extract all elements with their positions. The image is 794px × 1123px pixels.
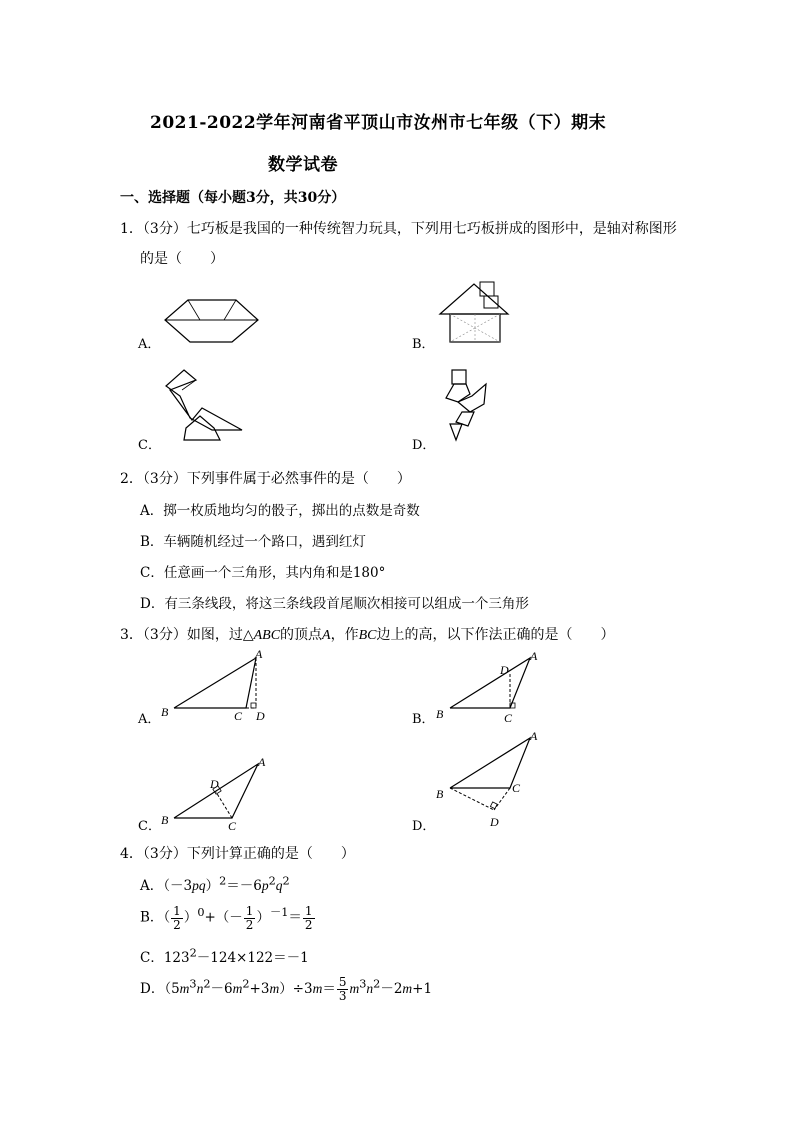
q4-d-text1: （5 — [164, 981, 180, 997]
q4-d-var8: m — [402, 981, 413, 996]
q1-figure-b-house — [438, 280, 513, 342]
q4-c-rest: －124×122＝－1 — [196, 950, 309, 966]
q4-b-sup2: －1 — [269, 906, 289, 919]
q4-d-text5: －2 — [380, 981, 403, 997]
q3a-point-c: C — [234, 709, 243, 723]
q3-stem-pre: 3．（3分）如图，过△ — [120, 627, 254, 643]
q3-figure-d — [434, 730, 544, 830]
q1-option-d-label: D． — [412, 438, 436, 453]
q4-d-var1: m — [179, 981, 190, 996]
q1-figure-d-runner — [440, 368, 496, 444]
q3-stem-abc: ABC — [253, 628, 281, 643]
q2-option-d: D．有三条线段，将这三条线段首尾顺次相接可以组成一个三角形 — [140, 596, 529, 612]
q1-option-a-label: A． — [138, 337, 161, 352]
q4-b-frac1-den: 2 — [173, 917, 181, 932]
q4-b-sup1: 0 — [197, 906, 205, 919]
q4-d-text6: +1 — [412, 981, 433, 997]
q4-a-text2: ） — [205, 878, 220, 894]
q3-stem-mid2: ，作 — [330, 627, 359, 643]
q4-d-var4: m — [269, 981, 280, 996]
q4-b-label: B． — [140, 909, 164, 926]
q4-b-frac3-den: 2 — [304, 917, 313, 932]
q4-a-text3: ＝－6 — [226, 878, 262, 894]
q4-d-text4: ）÷3 — [279, 981, 313, 997]
q2-option-b: B．车辆随机经过一个路口，遇到红灯 — [140, 534, 366, 550]
q3c-point-b: B — [161, 813, 169, 827]
q4-option-c — [140, 946, 309, 966]
q4-d-var5: m — [312, 981, 323, 996]
q3-figure-b — [434, 650, 544, 726]
q3c-point-c: C — [228, 819, 237, 833]
q3d-point-a: A — [530, 729, 538, 743]
q1-stem-line2: 的是（ ） — [140, 251, 224, 267]
q3d-point-d: D — [490, 815, 499, 829]
q4-a-label: A． — [140, 878, 164, 894]
q4-d-frac-den: 3 — [338, 989, 347, 1003]
exam-title-line1: 2021-2022学年河南省平顶山市汝州市七年级（下）期末 — [150, 113, 607, 133]
q4-d-sup5: 2 — [373, 977, 381, 991]
q3b-point-b: B — [436, 707, 444, 721]
q3b-point-a: A — [530, 649, 538, 663]
section-heading: 一、选择题（每小题3分，共30分） — [120, 190, 346, 206]
q2-stem: 2．（3分）下列事件属于必然事件的是（ ） — [120, 471, 411, 487]
q3-option-c-label: C． — [138, 819, 161, 834]
q4-b-frac2-num: 1 — [245, 903, 254, 918]
q4-b-plus: +（－ — [204, 909, 243, 926]
q3-option-a-label: A． — [138, 712, 161, 727]
q3-stem — [120, 624, 615, 644]
q4-d-var3: m — [232, 981, 243, 996]
q4-stem: 4．（3分）下列计算正确的是（ ） — [120, 846, 355, 862]
q4-b-frac1-num: 1 — [173, 903, 181, 918]
q3-figure-c — [158, 755, 270, 833]
q3c-point-a: A — [258, 755, 266, 769]
q3d-point-c: C — [512, 781, 521, 795]
q4-b-eq: ＝ — [288, 909, 302, 926]
q4-d-frac-num: 5 — [338, 975, 347, 989]
q4-d-text3: +3 — [249, 981, 270, 997]
q3-stem-mid1: 的顶点 — [280, 627, 323, 643]
q4-d-sup4: 3 — [359, 977, 367, 991]
q4-d-sup2: 2 — [203, 977, 211, 991]
q3b-point-d: D — [500, 663, 509, 677]
q3a-point-b: B — [161, 705, 169, 719]
q4-d-label: D． — [140, 981, 165, 997]
q1-option-c-label: C． — [138, 438, 161, 453]
q4-a-text1: （－3 — [163, 878, 193, 894]
q4-a-sup3: 2 — [282, 874, 290, 888]
q4-b-paren-open: （ — [163, 909, 171, 926]
exam-title-line2: 数学试卷 — [268, 155, 338, 175]
q4-a-var2: p — [261, 878, 269, 893]
q4-d-frac — [337, 976, 349, 1003]
q1-figure-c-bird — [162, 368, 248, 444]
q3d-point-b: B — [436, 787, 444, 801]
q4-b-paren-close2: ） — [256, 909, 270, 926]
q3c-point-d: D — [210, 777, 219, 791]
q4-c-text: C．123 — [140, 950, 190, 966]
q4-a-var3: q — [275, 878, 283, 893]
q4-a-var1: pq — [192, 878, 206, 893]
q4-a-sup1: 2 — [219, 874, 227, 888]
q4-option-b — [140, 904, 316, 932]
q4-option-a — [140, 874, 290, 894]
q4-d-var6: m — [349, 981, 360, 996]
q3-stem-a: A — [322, 628, 331, 643]
q4-b-frac2 — [244, 905, 256, 932]
q1-stem-line1: 1．（3分）七巧板是我国的一种传统智力玩具，下列用七巧板拼成的图形中，是轴对称图形 — [120, 221, 677, 237]
q4-d-var2: n — [196, 981, 204, 996]
q3a-point-d: D — [256, 709, 265, 723]
q4-c-sup: 2 — [189, 946, 197, 960]
q2-option-a: A．掷一枚质地均匀的骰子，掷出的点数是奇数 — [140, 503, 420, 519]
q1-option-b-label: B． — [412, 337, 435, 352]
q4-d-sup1: 3 — [189, 977, 197, 991]
q3-option-b-label: B． — [412, 712, 435, 727]
q4-b-frac1 — [171, 905, 183, 932]
q3-stem-post: 边上的高，以下作法正确的是（ ） — [376, 627, 615, 643]
q4-b-paren-close1: ） — [183, 909, 198, 926]
q3-stem-bc: BC — [358, 628, 377, 643]
q4-b-frac3 — [303, 905, 315, 932]
q4-d-eq: ＝ — [322, 981, 336, 997]
q4-d-text2: －6 — [210, 981, 233, 997]
q3-option-d-label: D． — [412, 819, 436, 834]
q4-a-sup2: 2 — [268, 874, 276, 888]
q2-option-c: C．任意画一个三角形，其内角和是180° — [140, 565, 386, 581]
q3a-point-a: A — [255, 647, 263, 661]
q1-figure-a-boat — [160, 292, 265, 342]
q4-b-frac3-num: 1 — [304, 903, 313, 918]
q4-option-d — [140, 976, 432, 1003]
q4-b-frac2-den: 2 — [245, 917, 254, 932]
q4-d-var7: n — [366, 981, 374, 996]
q3b-point-c: C — [504, 711, 513, 725]
q3-figure-a — [158, 647, 273, 726]
q4-d-sup3: 2 — [242, 977, 250, 991]
